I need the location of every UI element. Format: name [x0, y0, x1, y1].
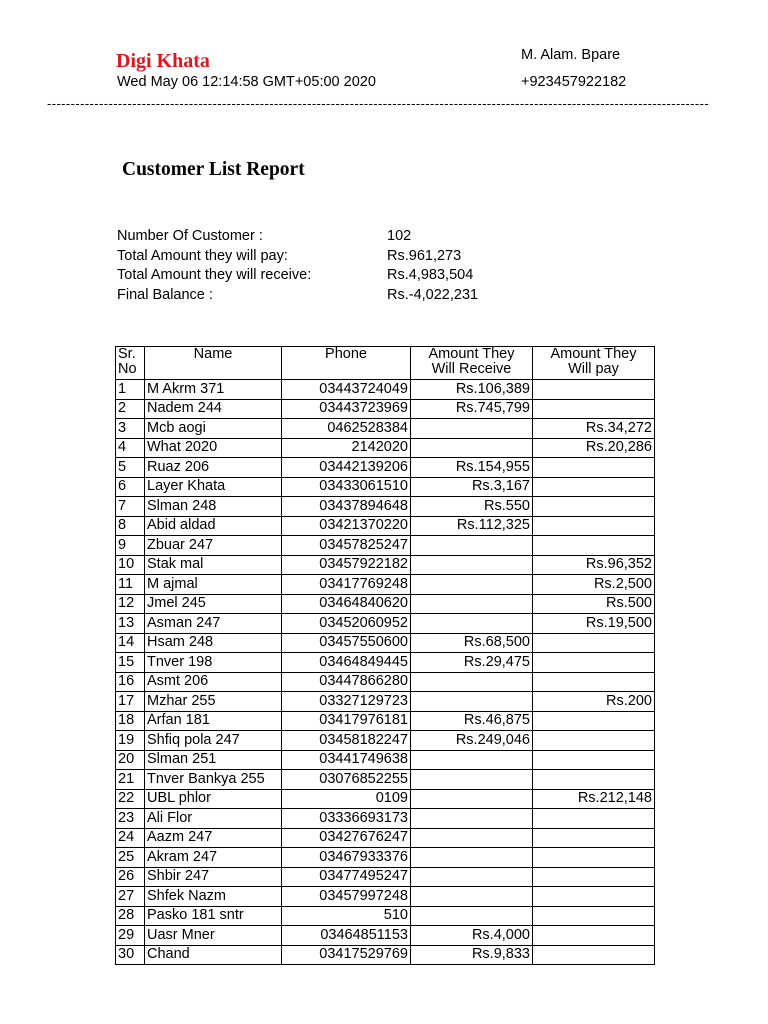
- cell-phone: 0462528384: [282, 419, 411, 439]
- cell-amount-receive: [411, 594, 533, 614]
- header-phone: Phone: [282, 347, 411, 380]
- cell-name: Hsam 248: [145, 633, 282, 653]
- cell-phone: 03433061510: [282, 477, 411, 497]
- table-row: [116, 497, 655, 517]
- table-row: [116, 614, 655, 634]
- cell-amount-receive: [411, 555, 533, 575]
- cell-phone: 03457997248: [282, 887, 411, 907]
- header-divider: --------------------------------------------------------------------------------------------------------------------------------------------: [47, 97, 710, 111]
- cell-sr-no: 4: [116, 438, 145, 458]
- cell-amount-receive: Rs.154,955: [411, 458, 533, 478]
- table-row: [116, 828, 655, 848]
- cell-sr-no: 16: [116, 672, 145, 692]
- cell-amount-pay: [533, 770, 655, 790]
- cell-name: Mzhar 255: [145, 692, 282, 712]
- cell-phone: 0109: [282, 789, 411, 809]
- cell-sr-no: 6: [116, 477, 145, 497]
- cell-amount-pay: [533, 828, 655, 848]
- cell-sr-no: 17: [116, 692, 145, 712]
- cell-name: Tnver 198: [145, 653, 282, 673]
- cell-amount-pay: [533, 848, 655, 868]
- app-title: Digi Khata: [116, 50, 210, 72]
- cell-amount-receive: [411, 750, 533, 770]
- cell-sr-no: 1: [116, 380, 145, 400]
- table-row: [116, 594, 655, 614]
- cell-amount-receive: Rs.112,325: [411, 516, 533, 536]
- table-row: [116, 887, 655, 907]
- cell-phone: 03457825247: [282, 536, 411, 556]
- table-row: [116, 438, 655, 458]
- cell-amount-pay: [533, 497, 655, 517]
- cell-name: M Akrm 371: [145, 380, 282, 400]
- cell-name: Uasr Mner: [145, 926, 282, 946]
- cell-amount-pay: [533, 867, 655, 887]
- cell-phone: 03421370220: [282, 516, 411, 536]
- table-row: [116, 926, 655, 946]
- cell-name: Jmel 245: [145, 594, 282, 614]
- cell-amount-receive: [411, 419, 533, 439]
- cell-phone: 03417529769: [282, 945, 411, 965]
- cell-phone: 510: [282, 906, 411, 926]
- cell-amount-receive: [411, 906, 533, 926]
- cell-amount-receive: [411, 536, 533, 556]
- cell-name: Tnver Bankya 255: [145, 770, 282, 790]
- cell-name: Slman 251: [145, 750, 282, 770]
- cell-sr-no: 24: [116, 828, 145, 848]
- cell-amount-receive: Rs.3,167: [411, 477, 533, 497]
- table-row: [116, 809, 655, 829]
- cell-amount-receive: [411, 672, 533, 692]
- table-row: [116, 770, 655, 790]
- cell-phone: 03437894648: [282, 497, 411, 517]
- report-title: Customer List Report: [122, 159, 305, 180]
- cell-phone: 03441749638: [282, 750, 411, 770]
- table-row: [116, 711, 655, 731]
- cell-sr-no: 20: [116, 750, 145, 770]
- cell-phone: 03076852255: [282, 770, 411, 790]
- cell-phone: 03457922182: [282, 555, 411, 575]
- cell-name: Chand: [145, 945, 282, 965]
- cell-amount-pay: [533, 809, 655, 829]
- cell-name: Stak mal: [145, 555, 282, 575]
- table-row: [116, 536, 655, 556]
- cell-amount-receive: Rs.46,875: [411, 711, 533, 731]
- summary-label: Number Of Customer :: [117, 228, 263, 244]
- cell-amount-pay: Rs.20,286: [533, 438, 655, 458]
- cell-amount-receive: [411, 575, 533, 595]
- customer-table: [115, 346, 655, 965]
- cell-amount-pay: [533, 731, 655, 751]
- cell-phone: 03427676247: [282, 828, 411, 848]
- table-row: [116, 633, 655, 653]
- cell-amount-pay: Rs.500: [533, 594, 655, 614]
- cell-sr-no: 3: [116, 419, 145, 439]
- table-row: [116, 477, 655, 497]
- table-header-row: [116, 347, 655, 380]
- cell-amount-receive: [411, 867, 533, 887]
- table-row: [116, 458, 655, 478]
- cell-name: What 2020: [145, 438, 282, 458]
- table-row: [116, 399, 655, 419]
- cell-amount-receive: [411, 692, 533, 712]
- cell-phone: 03417976181: [282, 711, 411, 731]
- cell-amount-pay: [533, 399, 655, 419]
- cell-sr-no: 13: [116, 614, 145, 634]
- cell-sr-no: 29: [116, 926, 145, 946]
- cell-sr-no: 12: [116, 594, 145, 614]
- cell-phone: 03457550600: [282, 633, 411, 653]
- summary-label: Total Amount they will pay:: [117, 247, 288, 264]
- cell-name: Slman 248: [145, 497, 282, 517]
- table-row: [116, 575, 655, 595]
- cell-amount-pay: [533, 536, 655, 556]
- summary-label: Total Amount they will receive:: [117, 267, 312, 283]
- cell-sr-no: 19: [116, 731, 145, 751]
- cell-amount-pay: [533, 887, 655, 907]
- cell-amount-pay: [533, 653, 655, 673]
- cell-amount-receive: Rs.249,046: [411, 731, 533, 751]
- cell-sr-no: 23: [116, 809, 145, 829]
- cell-phone: 03327129723: [282, 692, 411, 712]
- cell-amount-receive: Rs.106,389: [411, 380, 533, 400]
- cell-amount-receive: [411, 789, 533, 809]
- cell-sr-no: 26: [116, 867, 145, 887]
- cell-name: UBL phlor: [145, 789, 282, 809]
- table-row: [116, 419, 655, 439]
- cell-name: Shfiq pola 247: [145, 731, 282, 751]
- cell-phone: 03336693173: [282, 809, 411, 829]
- table-row: [116, 731, 655, 751]
- cell-sr-no: 18: [116, 711, 145, 731]
- cell-phone: 03458182247: [282, 731, 411, 751]
- cell-name: Ali Flor: [145, 809, 282, 829]
- cell-sr-no: 9: [116, 536, 145, 556]
- cell-amount-pay: [533, 633, 655, 653]
- cell-amount-pay: Rs.200: [533, 692, 655, 712]
- owner-phone: +923457922182: [521, 74, 627, 90]
- cell-phone: 03464840620: [282, 594, 411, 614]
- cell-amount-receive: [411, 848, 533, 868]
- cell-amount-pay: Rs.19,500: [533, 614, 655, 634]
- cell-amount-receive: Rs.9,833: [411, 945, 533, 965]
- table-row: [116, 750, 655, 770]
- table-row: [116, 867, 655, 887]
- report-datetime: Wed May 06 12:14:58 GMT+05:00 2020: [117, 74, 376, 90]
- cell-sr-no: 14: [116, 633, 145, 653]
- table-row: [116, 906, 655, 926]
- cell-name: Ruaz 206: [145, 458, 282, 478]
- summary-value: Rs.961,273: [387, 247, 462, 264]
- cell-name: Shbir 247: [145, 867, 282, 887]
- table-row: [116, 692, 655, 712]
- cell-amount-receive: [411, 887, 533, 907]
- cell-amount-pay: Rs.212,148: [533, 789, 655, 809]
- cell-amount-pay: [533, 750, 655, 770]
- cell-amount-receive: Rs.4,000: [411, 926, 533, 946]
- cell-amount-receive: Rs.745,799: [411, 399, 533, 419]
- cell-sr-no: 10: [116, 555, 145, 575]
- cell-sr-no: 30: [116, 945, 145, 965]
- cell-sr-no: 15: [116, 653, 145, 673]
- cell-amount-receive: [411, 828, 533, 848]
- cell-amount-pay: [533, 477, 655, 497]
- cell-amount-pay: [533, 672, 655, 692]
- cell-phone: 03442139206: [282, 458, 411, 478]
- cell-sr-no: 21: [116, 770, 145, 790]
- cell-sr-no: 8: [116, 516, 145, 536]
- cell-amount-receive: [411, 809, 533, 829]
- cell-sr-no: 2: [116, 399, 145, 419]
- table-row: [116, 380, 655, 400]
- cell-name: M ajmal: [145, 575, 282, 595]
- cell-amount-receive: [411, 438, 533, 458]
- cell-name: Nadem 244: [145, 399, 282, 419]
- cell-name: Akram 247: [145, 848, 282, 868]
- cell-name: Shfek Nazm: [145, 887, 282, 907]
- summary-value: Rs.4,983,504: [387, 267, 474, 283]
- cell-amount-pay: [533, 945, 655, 965]
- cell-phone: 03447866280: [282, 672, 411, 692]
- cell-amount-pay: [533, 926, 655, 946]
- cell-phone: 03467933376: [282, 848, 411, 868]
- cell-name: Zbuar 247: [145, 536, 282, 556]
- header-amount-receive: Amount They Will Receive: [411, 347, 533, 380]
- cell-name: Pasko 181 sntr: [145, 906, 282, 926]
- cell-sr-no: 7: [116, 497, 145, 517]
- cell-sr-no: 27: [116, 887, 145, 907]
- cell-name: Asman 247: [145, 614, 282, 634]
- cell-sr-no: 22: [116, 789, 145, 809]
- cell-amount-receive: Rs.29,475: [411, 653, 533, 673]
- table-row: [116, 516, 655, 536]
- cell-sr-no: 28: [116, 906, 145, 926]
- table-row: [116, 672, 655, 692]
- cell-phone: 03443724049: [282, 380, 411, 400]
- cell-phone: 03477495247: [282, 867, 411, 887]
- cell-sr-no: 25: [116, 848, 145, 868]
- cell-amount-pay: Rs.34,272: [533, 419, 655, 439]
- cell-amount-pay: [533, 906, 655, 926]
- cell-sr-no: 11: [116, 575, 145, 595]
- summary-value: Rs.-4,022,231: [387, 286, 479, 303]
- table-row: [116, 653, 655, 673]
- cell-name: Layer Khata: [145, 477, 282, 497]
- cell-phone: 03417769248: [282, 575, 411, 595]
- cell-amount-pay: [533, 516, 655, 536]
- cell-name: Aazm 247: [145, 828, 282, 848]
- cell-phone: 03464849445: [282, 653, 411, 673]
- cell-name: Arfan 181: [145, 711, 282, 731]
- header-amount-pay: Amount They Will pay: [533, 347, 655, 380]
- cell-amount-pay: [533, 711, 655, 731]
- header-sr-no: Sr. No: [116, 347, 145, 380]
- header-name: Name: [145, 347, 282, 380]
- cell-name: Asmt 206: [145, 672, 282, 692]
- cell-phone: 2142020: [282, 438, 411, 458]
- cell-sr-no: 5: [116, 458, 145, 478]
- summary-value: 102: [387, 228, 412, 244]
- cell-amount-receive: Rs.68,500: [411, 633, 533, 653]
- summary-label: Final Balance :: [117, 286, 213, 303]
- cell-phone: 03443723969: [282, 399, 411, 419]
- cell-name: Mcb aogi: [145, 419, 282, 439]
- cell-amount-pay: [533, 458, 655, 478]
- cell-phone: 03452060952: [282, 614, 411, 634]
- cell-amount-receive: [411, 614, 533, 634]
- table-row: [116, 789, 655, 809]
- cell-name: Abid aldad: [145, 516, 282, 536]
- table-row: [116, 848, 655, 868]
- cell-amount-pay: Rs.2,500: [533, 575, 655, 595]
- cell-amount-receive: [411, 770, 533, 790]
- cell-amount-pay: [533, 380, 655, 400]
- cell-amount-receive: Rs.550: [411, 497, 533, 517]
- cell-amount-pay: Rs.96,352: [533, 555, 655, 575]
- table-row: [116, 555, 655, 575]
- table-row: [116, 945, 655, 965]
- owner-name: M. Alam. Bpare: [521, 47, 621, 63]
- cell-phone: 03464851153: [282, 926, 411, 946]
